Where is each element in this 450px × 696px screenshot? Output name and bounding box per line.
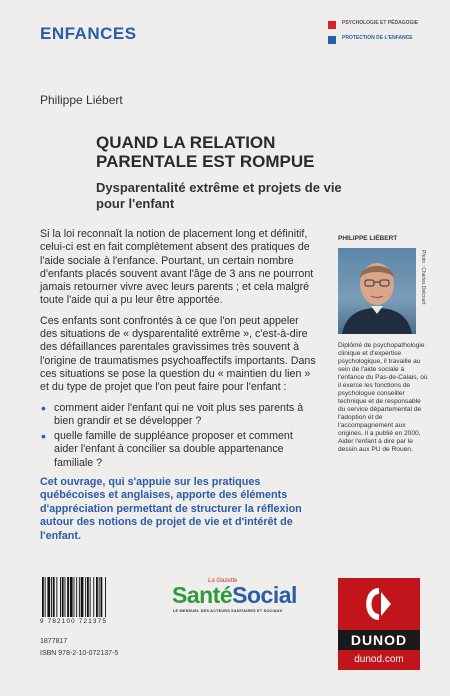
series-name: ENFANCES xyxy=(40,24,137,43)
gazette-title xyxy=(172,582,297,609)
dunod-logo xyxy=(338,578,420,670)
category-list xyxy=(328,20,440,50)
barcode xyxy=(40,577,124,617)
question-list xyxy=(40,402,316,470)
gazette-label: La Gazette xyxy=(208,578,238,584)
paragraph-1: Si la loi reconnaît la notion de placement long et définitif, celui-ci est en fait complètement absent des pratiques de l'aide sociale à l'enfance. Pourtant, un certain nombre d'enfants placés souvent avant l'âge de 3 ans ne pourront jamais retourner vivre avec leurs parents ; et cela malgré toute l'aide qui a pu leur être apportée. xyxy=(40,228,314,307)
gazette-title-part2: Social xyxy=(232,582,297,608)
dunod-wordmark: DUNOD xyxy=(338,630,420,650)
highlight-paragraph: Cet ouvrage, qui s'appuie sur les pratiques québécoises et anglaises, apporte des éléments d'appréciation permettant de structurer la réflexion autour des notions de projet de vie et d'intérêt de l'enfant. xyxy=(40,476,302,542)
author-name: Philippe Liébert xyxy=(40,93,123,107)
product-code: 1877817 xyxy=(40,638,68,645)
category-square-icon xyxy=(328,21,336,29)
category-psychologie xyxy=(328,20,440,29)
back-cover-text xyxy=(40,228,316,477)
dunod-emblem xyxy=(338,578,420,630)
paragraph-2: Ces enfants sont confrontés à ce que l'on peut appeler des situations de « dysparentalité extrême », c'est-à-dire des défaillances parentales gravissimes très souvent à l'origine de traumatismes psychoaffectifs importants. Dans ces situations se pose la question du « maintien du lien » et du type de projet que l'on peut faire pour l'enfant : xyxy=(40,314,316,394)
list-item: • quelle famille de suppléance proposer et comment aider l'enfant à concilier sa double appartenance familiale ? xyxy=(54,430,316,470)
dunod-url: dunod.com xyxy=(338,650,420,670)
category-protection xyxy=(328,35,440,44)
category-label: PROTECTION DE L'ENFANCE xyxy=(342,35,413,41)
photo-credit: Photo : Charles Delcourt xyxy=(420,250,426,305)
bio-author-name: PHILIPPE LIÉBERT xyxy=(338,235,398,242)
category-label: PSYCHOLOGIE ET PÉDAGOGIE xyxy=(342,20,419,26)
category-square-icon xyxy=(328,36,336,44)
author-bio: Diplômé de psychopathologie clinique et d'expertise psychologique, il travaille au sein de l'aide sociale à l'enfance du Pas-de-Calais, où il exerce les fonctions de psychologue conseiller technique et de responsable du service départemental de l'adoption et de l'accompagnement aux origines. Il a publié en 2000, Aider l'enfant à dire par le dessin aux PU de Rouen. xyxy=(338,342,428,453)
gazette-tagline: LE MENSUEL DES ACTEURS SANITAIRES ET SOCIAUX xyxy=(173,609,283,613)
gazette-title-part1: Santé xyxy=(172,582,233,608)
isbn: ISBN 978-2-10-072137-5 xyxy=(40,650,119,657)
book-subtitle: Dysparentalité extrême et projets de vie pour l'enfant xyxy=(96,180,342,211)
list-item: • comment aider l'enfant qui ne voit plus ses parents à bien grandir et se développer ? xyxy=(54,402,316,429)
gazette-sante-social-logo xyxy=(172,578,322,614)
book-title: QUAND LA RELATION PARENTALE EST ROMPUE xyxy=(96,133,315,171)
barcode-digits: 9 782100 721375 xyxy=(40,618,108,625)
author-photo xyxy=(338,248,416,334)
